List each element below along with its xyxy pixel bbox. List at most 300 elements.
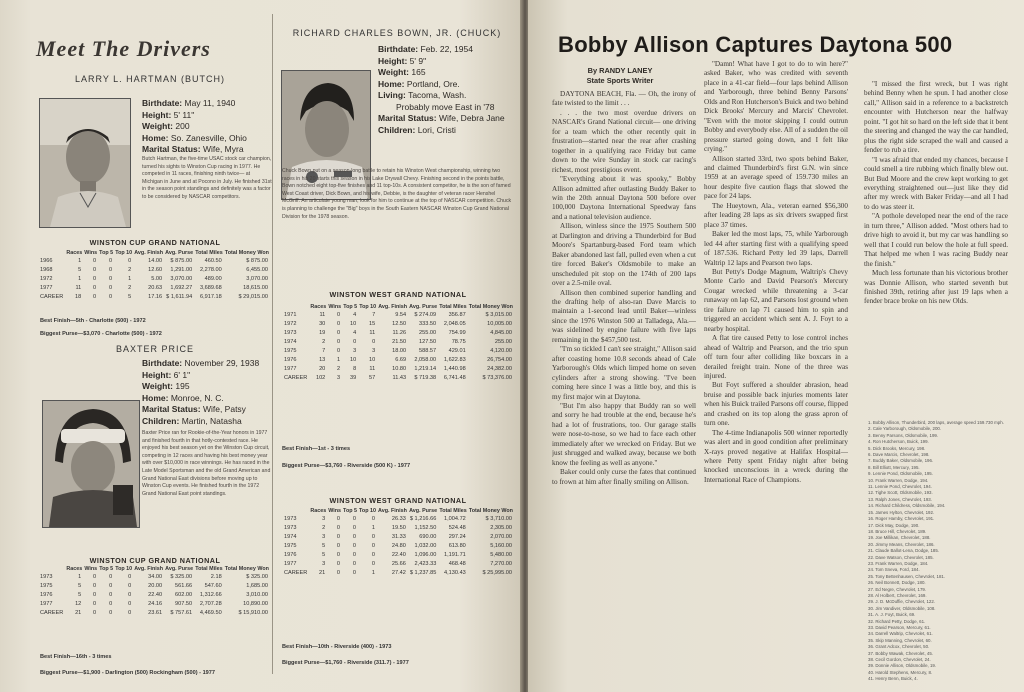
finish-order-item: 36. Grant Adcox, Chevrolet, 50. bbox=[868, 644, 930, 650]
hartman-facts bbox=[142, 98, 272, 156]
home-label: Home: bbox=[142, 392, 169, 403]
children-value: Lori, Cristi bbox=[417, 124, 456, 135]
table-header-row bbox=[282, 304, 514, 311]
table-cell: $ 1,237.85 bbox=[409, 569, 437, 576]
column-header: Top 5 bbox=[343, 508, 358, 514]
table-cell: 6,455.00 bbox=[246, 266, 268, 273]
moving-note: Probably move East in '78 bbox=[396, 101, 495, 112]
table-cell: 2 bbox=[128, 284, 132, 291]
table-cell: 0 bbox=[109, 266, 113, 273]
column-header: Total Money Won bbox=[468, 508, 513, 514]
table-cell: 4,130.43 bbox=[444, 569, 466, 576]
article-paragraph: DAYTONA BEACH, Fla. — Oh, the irony of fate twisted to the limit . . . bbox=[552, 90, 696, 108]
table-cell: 1,096.00 bbox=[414, 551, 437, 558]
table-cell: 0 bbox=[336, 515, 341, 522]
table-cell: 0 bbox=[371, 542, 376, 549]
article-paragraph: "I was afraid that ended my chances, because I could smell a tire rubbing which finally blew out. But Bud Moore and the crew kept working to get everything straightened out—just like they did after my wreck with Baker Friday—and all I had to do was steer it. bbox=[864, 155, 1008, 211]
finish-order-item: 2. Cale Yarborough, Oldsmobile, 200. bbox=[868, 426, 942, 432]
table-row bbox=[282, 551, 514, 560]
driver-name-price: BAXTER PRICE bbox=[115, 344, 194, 354]
table-cell: 1 bbox=[78, 573, 82, 580]
table-cell: 3 bbox=[337, 374, 341, 381]
table-cell: 0 bbox=[352, 515, 357, 522]
table-cell: 0 bbox=[93, 275, 97, 282]
table-cell: 1 bbox=[78, 257, 82, 264]
table-cell: 2.18 bbox=[210, 573, 222, 580]
table-cell: 1974 bbox=[284, 338, 297, 345]
table-cell: 0 bbox=[128, 573, 132, 580]
table-cell: 1976 bbox=[40, 591, 53, 598]
table-cell: 1975 bbox=[284, 347, 297, 354]
article-column-1 bbox=[552, 90, 696, 682]
home-value: So. Zanesville, Ohio bbox=[170, 132, 247, 143]
table-cell: 0 bbox=[93, 582, 97, 589]
table-cell: 10.80 bbox=[392, 365, 407, 372]
finish-order-item: 24. Tom Sneva, Ford, 184. bbox=[868, 567, 920, 573]
table-cell: 3,689.68 bbox=[199, 284, 222, 291]
marital-value: Wife, Debra Jane bbox=[438, 113, 505, 123]
table-cell: 460.50 bbox=[204, 257, 222, 264]
table-cell: CAREER bbox=[40, 609, 64, 616]
table-cell: 1,152.50 bbox=[414, 524, 437, 531]
table-row bbox=[38, 582, 270, 591]
table-cell: 19.50 bbox=[391, 524, 406, 531]
column-header: Races bbox=[66, 250, 83, 256]
table-cell: 0 bbox=[109, 591, 113, 598]
table-cell: 1,685.00 bbox=[246, 582, 268, 589]
table-row bbox=[282, 365, 514, 374]
price-best-finish: Best Finish—16th - 3 times bbox=[40, 654, 112, 660]
table-cell: 255.00 bbox=[494, 338, 512, 345]
column-header: Total Miles bbox=[439, 304, 467, 310]
bown-bio: Chuck Bown put on a season-long battle to retain his Winston West championship, winning two races in his 20 starts this season in his Lake Drywall Chevy. Finishing second in the points battle, Bown notched eight top-five finishes and 11 top-10s. A consistent competitor, he is the son of famed West Coast driver, Dick Bown, and his wife, Debbie, is the daughter of veteran racer Henshel McGriff. An articulate young man, look for him to continue at the top of NASCAR competition. Chuck is planning to challenge the "Big" boys in the South Eastern NASCAR Winston Cup Grand National Division for the 1978 season. bbox=[282, 168, 512, 220]
column-header: Top 10 bbox=[359, 304, 377, 310]
table-cell: 0 bbox=[109, 582, 113, 589]
article-paragraph: The Hueytown, Ala., veteran earned $56,300 after leading 28 laps as six drivers swapped first place 37 times. bbox=[704, 201, 848, 229]
table-cell: $ 29,015.00 bbox=[238, 293, 268, 300]
column-header: Avg. Finish bbox=[134, 566, 164, 572]
table-cell: 0 bbox=[336, 542, 341, 549]
table-cell: 11.43 bbox=[392, 374, 407, 381]
table-cell: 21 bbox=[75, 609, 82, 616]
table-cell: 57 bbox=[368, 374, 376, 381]
table-cell: 1 bbox=[78, 275, 82, 282]
table-cell: 7,270.00 bbox=[490, 560, 512, 567]
birthdate-label: Birthdate: bbox=[142, 358, 183, 368]
table-cell: 0 bbox=[337, 329, 341, 336]
stats-table bbox=[38, 566, 270, 618]
bown-table-title: WINSTON WEST GRAND NATIONAL bbox=[329, 290, 467, 299]
table-cell: 468.48 bbox=[448, 560, 466, 567]
table-cell: 4 bbox=[353, 329, 357, 336]
finish-order-item: 18. Bruce Hill, Chevrolet, 189. bbox=[868, 528, 927, 534]
table-cell: CAREER bbox=[40, 293, 64, 300]
table-row bbox=[282, 515, 514, 524]
table-cell: 333.50 bbox=[419, 320, 437, 327]
table-cell: 10 bbox=[368, 356, 376, 363]
table-cell: 1977 bbox=[40, 600, 53, 607]
column-header: Total Money Won bbox=[468, 304, 513, 310]
column-header: Avg. Finish bbox=[378, 508, 407, 514]
table-cell: 3 bbox=[322, 515, 326, 522]
table-cell: $ 3,015.00 bbox=[485, 311, 512, 318]
finish-order-item: 40. Harold Stephens, Mercury, 8. bbox=[868, 669, 933, 675]
finish-order-item: 13. Ralph Jones, Chevrolet, 193. bbox=[868, 496, 932, 502]
table-cell: 5,160.00 bbox=[490, 542, 512, 549]
article-paragraph: But Petty's Dodge Magnum, Waltrip's Chevy Monte Carlo and David Pearson's Mercury Cougar wrecked while threatening a 3-car runaway on lap 62, and Parsons lost ground when tire failure on lap 71 caused him to spin and triggered an accident which sent A. J. Foyt to a nearby hospital. bbox=[704, 267, 848, 333]
price-helmet-portrait-icon bbox=[43, 401, 139, 527]
table-row bbox=[282, 338, 514, 347]
table-cell: 524.48 bbox=[448, 524, 466, 531]
column-header: Races bbox=[310, 508, 327, 514]
table-cell: 0 bbox=[337, 320, 341, 327]
table-cell: 0 bbox=[128, 591, 132, 598]
table-cell: 1,032.00 bbox=[414, 542, 437, 549]
table-cell: 5 bbox=[322, 542, 326, 549]
birthdate-label: Birthdate: bbox=[378, 44, 419, 54]
finish-order-item: 37. Bobby Wawak, Chevrolet, 45. bbox=[868, 650, 933, 656]
finish-order-item: 16. Roger Hamby, Chevrolet, 191. bbox=[868, 516, 935, 522]
article-paragraph: The 4-time Indianapolis 500 winner reportedly was alert and in good condition after preliminary X-rays proved negative at Halifax Hospital—where Petty spent Friday night after being knocked unconscious in a wreck during the International Race of Champions. bbox=[704, 428, 848, 484]
table-cell: 0 bbox=[352, 533, 357, 540]
table-cell: 1,191.71 bbox=[444, 551, 466, 558]
table-cell: 1 bbox=[371, 569, 376, 576]
column-divider bbox=[272, 14, 273, 674]
article-paragraph: "I'm so tickled I can't see straight," Allison said after coasting home 10.8 seconds ahead of Cale Yarborough's Olds which limped home on seven cylinders after a strong showing. "I've been coming here since I was a little boy, and this is my first major win at Daytona. bbox=[552, 345, 696, 401]
birthdate-value: November 29, 1938 bbox=[184, 358, 260, 368]
table-cell: 602.00 bbox=[175, 591, 193, 598]
column-header: Avg. Finish bbox=[134, 250, 164, 256]
column-header: Wins bbox=[84, 566, 98, 572]
table-cell: 3 bbox=[322, 533, 326, 540]
hartman-table-title: WINSTON CUP GRAND NATIONAL bbox=[89, 238, 221, 247]
table-cell: 0 bbox=[337, 347, 341, 354]
table-cell: 613.80 bbox=[448, 542, 466, 549]
finish-order-item: 25. Tony Bettenhausen, Chevrolet, 181. bbox=[868, 573, 946, 579]
finish-order-item: 21. Claude Ballot-Lena, Dodge, 185. bbox=[868, 548, 940, 554]
table-cell: 2,305.00 bbox=[490, 524, 512, 531]
table-cell: 1 bbox=[371, 524, 376, 531]
price-bio: Baxter Price ran for Rookie-of-the-Year honors in 1977 and finished fourth in that hotly-contested race. He enjoyed his best season yet on the Winston Cup circuit, competing in 12 races and having his best money year with over $10,000 in race winnings. He has raced in the Late Model Sportsman and the old Grand American and Grand National East divisions before moving up to Winston Cup events. He finished fourth in the 1972 Grand National East point standings. bbox=[142, 430, 271, 497]
finish-order-item: 3. Benny Parsons, Oldsmobile, 199. bbox=[868, 432, 939, 438]
table-cell: 2,423.33 bbox=[414, 560, 437, 567]
column-header: Wins bbox=[328, 508, 342, 514]
table-cell: 0 bbox=[93, 284, 97, 291]
table-cell: 2,058.00 bbox=[414, 356, 437, 363]
table-cell: 1966 bbox=[40, 257, 53, 264]
table-cell: $ 25,995.00 bbox=[482, 569, 512, 576]
table-cell: 1973 bbox=[40, 573, 53, 580]
finish-order-item: 39. Donnie Allison, Oldsmobile, 19. bbox=[868, 663, 937, 669]
table-cell: 24.80 bbox=[391, 542, 406, 549]
table-cell: 1977 bbox=[284, 365, 297, 372]
table-cell: 11 bbox=[75, 284, 82, 291]
children-label: Children: bbox=[142, 415, 180, 426]
height-value: 5' 11" bbox=[173, 109, 195, 120]
table-cell: 2,707.28 bbox=[199, 600, 222, 607]
driver-name-bown: RICHARD CHARLES BOWN, JR. (CHUCK) bbox=[292, 28, 502, 38]
article-paragraph: "I missed the first wreck, but I was right behind Benny when he spun. I had another close call," Allison said in a reference to a backstretch encounter with Hutcherson near the halfway point. "I got hit so hard on the left side that it bent the steering and changed the way the car handled, plus the right side scraped the wall and caused a fender to rub a tire. bbox=[864, 80, 1008, 155]
column-header: Total Money Won bbox=[224, 250, 269, 256]
table-cell: 5.00 bbox=[151, 275, 163, 282]
column-header: Wins bbox=[84, 250, 98, 256]
table-cell: 25.66 bbox=[391, 560, 406, 567]
table-cell: 24.16 bbox=[148, 600, 163, 607]
column-header: Total Miles bbox=[195, 566, 223, 572]
table-cell: 356.87 bbox=[448, 311, 466, 318]
table-cell: 0 bbox=[352, 560, 357, 567]
bown-stats-table bbox=[282, 304, 514, 383]
table-cell: 0 bbox=[93, 293, 97, 300]
table-cell: 561.66 bbox=[175, 582, 193, 589]
table-cell: 2 bbox=[322, 338, 326, 345]
table-cell: 0 bbox=[109, 257, 113, 264]
table-cell: 0 bbox=[337, 311, 341, 318]
table-cell: 0 bbox=[93, 600, 97, 607]
table-cell: 0 bbox=[93, 266, 97, 273]
table-cell: 0 bbox=[109, 573, 113, 580]
table-cell: 15 bbox=[368, 320, 376, 327]
marital-label: Marital Status: bbox=[142, 404, 201, 414]
table-cell: 0 bbox=[336, 560, 341, 567]
table-cell: 5,480.00 bbox=[490, 551, 512, 558]
table-cell: $ 3,710.00 bbox=[485, 515, 512, 522]
bown-best-finish: Best Finish—1st - 3 times bbox=[282, 446, 351, 452]
table-row bbox=[282, 311, 514, 320]
stats-table bbox=[282, 508, 514, 578]
table-row bbox=[38, 573, 270, 582]
table-cell: 1,291.00 bbox=[170, 266, 193, 273]
table-cell: 1976 bbox=[284, 551, 297, 558]
finish-order-item: 10. Frank Warren, Dodge, 194. bbox=[868, 477, 929, 483]
finish-order-item: 12. Tighe Scott, Oldsmobile, 193. bbox=[868, 490, 933, 496]
table-row bbox=[282, 560, 514, 569]
table-cell: 1,004.72 bbox=[444, 515, 466, 522]
price-table-title: WINSTON CUP GRAND NATIONAL bbox=[89, 556, 221, 565]
table-cell: 0 bbox=[352, 524, 357, 531]
table-cell: 0 bbox=[371, 515, 376, 522]
table-cell: 0 bbox=[128, 582, 132, 589]
living-label: Living: bbox=[378, 90, 406, 100]
table-cell: 20.63 bbox=[148, 284, 163, 291]
byline-author: By RANDY LANEY bbox=[587, 66, 653, 75]
finish-order-item: 20. Jimmy Means, Chevrolet, 186. bbox=[868, 541, 935, 547]
table-cell: 1974 bbox=[284, 533, 297, 540]
hartman-biggest-purse: Biggest Purse—$3,070 - Charlotte (500) - 1972 bbox=[40, 331, 162, 337]
finish-order-item: 27. Ed Negre, Chevrolet, 179. bbox=[868, 586, 927, 592]
table-cell: 24,382.00 bbox=[487, 365, 512, 372]
finish-order-item: 38. Cecil Gordon, Chevrolet, 24. bbox=[868, 657, 931, 663]
price-photo bbox=[42, 400, 140, 528]
table-cell: 2 bbox=[337, 365, 341, 372]
article-paragraph: Baker could only curse the fates that continued to frown at him after finally smiling on Allison. bbox=[552, 468, 696, 486]
table-cell: 547.60 bbox=[204, 582, 222, 589]
table-cell: 18 bbox=[75, 293, 82, 300]
table-cell: 22.40 bbox=[148, 591, 163, 598]
table-cell: 0 bbox=[109, 284, 113, 291]
table-cell: 4,845.00 bbox=[490, 329, 512, 336]
table-cell: 1,622.83 bbox=[443, 356, 466, 363]
table-cell: CAREER bbox=[284, 569, 308, 576]
article-column-2 bbox=[704, 60, 848, 684]
finish-order-item: 9. Lennie Pond, Oldsmobile, 195. bbox=[868, 471, 933, 477]
table-cell: 1,312.66 bbox=[199, 591, 222, 598]
table-cell: 20.00 bbox=[148, 582, 163, 589]
table-cell: 1973 bbox=[284, 329, 297, 336]
price-west-table-title: WINSTON WEST GRAND NATIONAL bbox=[329, 496, 467, 505]
weight-label: Weight: bbox=[378, 67, 410, 77]
table-row bbox=[282, 329, 514, 338]
table-cell: 6,917.18 bbox=[199, 293, 222, 300]
article-paragraph: Allison started 33rd, two spots behind Baker, and claimed Thunderbird's first G.N. win since 1959 at an average speed of 159.730 miles an hour despite five caution flags that slowed the pace for 24 laps. bbox=[704, 154, 848, 201]
table-row bbox=[38, 284, 270, 293]
table-cell: 1972 bbox=[284, 320, 297, 327]
table-cell: 0 bbox=[336, 569, 341, 576]
hartman-bio: Butch Hartman, the five-time USAC stock car champion, turned his sights to Winston Cup racing in 1977. He competed in 11 races, finishing ninth twice— at Michigan in June and at Pocono in July. He finished 31st in the season point standings and definitely was a factor to be considered by NASCAR competitors. bbox=[142, 156, 272, 200]
table-cell: 0 bbox=[371, 551, 376, 558]
table-cell: 1972 bbox=[40, 275, 53, 282]
column-header: Wins bbox=[328, 304, 342, 310]
article-paragraph: Allison, winless since the 1975 Southern 500 at Darlington and driving a Thunderbird for Bud Moore's Spartanburg-based Ford team which Baker abandoned last fall, pulled even when a cut tire forced Baker's Oldsmobile to make an unscheduled pit stop on the 174th of 200 laps over a 2.5-mile oval. bbox=[552, 222, 696, 288]
table-cell: 4 bbox=[353, 311, 357, 318]
marital-label: Marital Status: bbox=[378, 113, 437, 123]
table-cell: $ 73,376.00 bbox=[482, 374, 512, 381]
table-cell: 0 bbox=[109, 609, 113, 616]
table-cell: 13 bbox=[319, 356, 326, 363]
stats-table bbox=[282, 304, 514, 383]
table-cell: 22.40 bbox=[391, 551, 406, 558]
table-cell: 754.99 bbox=[448, 329, 466, 336]
table-cell: 0 bbox=[352, 551, 357, 558]
table-cell: 14.00 bbox=[148, 257, 163, 264]
table-cell: 4,469.50 bbox=[199, 609, 222, 616]
table-cell: 1 bbox=[337, 356, 341, 363]
home-value: Portland, Ore. bbox=[406, 78, 460, 89]
table-cell: 2 bbox=[128, 266, 132, 273]
table-cell: $ 15,910.00 bbox=[238, 609, 268, 616]
article-paragraph: "But I'm also happy that Buddy ran so well and sorry he had trouble at the end, because he's had a lot of frustrations, too. Our garage stalls were nose-to-nose, so we had to face each other immediately after we wrecked on Friday. But we just shrugged and walked away, because we both know the feeling as well as anyone." bbox=[552, 401, 696, 467]
height-label: Height: bbox=[142, 109, 172, 120]
finish-order-item: 32. Richard Petty, Dodge, 61. bbox=[868, 618, 926, 624]
table-cell: 27.42 bbox=[391, 569, 406, 576]
table-cell: 31.33 bbox=[391, 533, 406, 540]
table-row bbox=[282, 569, 514, 578]
finish-order-item: 23. Frank Warren, Dodge, 184. bbox=[868, 560, 929, 566]
table-cell: 1,692.27 bbox=[170, 284, 193, 291]
table-cell: 0 bbox=[109, 293, 113, 300]
finish-order-item: 26. Neil Bonnett, Dodge, 180. bbox=[868, 580, 926, 586]
table-cell: 19 bbox=[319, 329, 326, 336]
table-row bbox=[38, 293, 270, 302]
article-paragraph: A flat tire caused Petty to lose control inches ahead of Waltrip and Pearson, and the trio spun off turn four after colliding like boxcars in a derailed freight train. None of the three was injured. bbox=[704, 334, 848, 380]
table-cell: 10 bbox=[349, 356, 357, 363]
table-cell: 3,070.00 bbox=[246, 275, 268, 282]
table-cell: 1973 bbox=[284, 515, 297, 522]
table-cell: 907.50 bbox=[175, 600, 193, 607]
column-header: Avg. Finish bbox=[378, 304, 408, 310]
column-header: Races bbox=[310, 304, 327, 310]
table-row bbox=[38, 266, 270, 275]
table-cell: 3 bbox=[372, 347, 376, 354]
table-cell: 10,890.00 bbox=[243, 600, 268, 607]
price-west-biggest-purse: Biggest Purse—$1,760 - Riverside (311.7) - 1977 bbox=[282, 660, 409, 666]
price-facts bbox=[142, 358, 272, 427]
finish-order-item: 28. Al Holbert, Chevrolet, 169. bbox=[868, 592, 927, 598]
table-cell: 0 bbox=[372, 338, 376, 345]
table-cell: 1 bbox=[128, 275, 132, 282]
height-label: Height: bbox=[142, 369, 172, 380]
table-row bbox=[282, 374, 514, 383]
table-cell: 1968 bbox=[40, 266, 53, 273]
finish-order-item: 5. Dick Brooks, Mercury, 198. bbox=[868, 445, 926, 451]
table-cell: 1971 bbox=[284, 311, 297, 318]
table-cell: 5 bbox=[78, 582, 82, 589]
article-paragraph: Much less fortunate than his victorious brother was Donnie Allison, who started seventh but finished 39th, retiring after just 19 laps when a fender brace broke on his new Olds. bbox=[864, 269, 1008, 306]
table-cell: 0 bbox=[371, 560, 376, 567]
table-cell: 1,219.14 bbox=[414, 365, 437, 372]
column-header: Top 5 bbox=[343, 304, 358, 310]
marital-value: Wife, Myra bbox=[202, 144, 244, 154]
finish-order-item: 1. Bobby Allison, Thunderbird, 200 laps, average speed 159.730 mph. bbox=[868, 420, 1004, 425]
bown-facts bbox=[378, 44, 518, 136]
table-cell: 0 bbox=[93, 573, 97, 580]
table-cell: 0 bbox=[128, 600, 132, 607]
finish-order-item: 30. Jim Vandiver, Oldsmobile, 108. bbox=[868, 605, 936, 611]
table-cell: 6.69 bbox=[395, 356, 407, 363]
height-value: 5' 9" bbox=[409, 55, 427, 66]
price-biggest-purse: Biggest Purse—$1,900 - Darlington (500) Rockingham (500) - 1977 bbox=[40, 670, 216, 676]
finish-order-list bbox=[868, 420, 1008, 688]
price-west-stats-table bbox=[282, 508, 514, 578]
column-header: Avg. Purse bbox=[165, 566, 194, 572]
article-column-3 bbox=[864, 80, 1008, 410]
table-cell: 10,005.00 bbox=[487, 320, 512, 327]
table-cell: $ 719.38 bbox=[414, 374, 437, 381]
table-cell: 2 bbox=[322, 524, 326, 531]
table-cell: 3,070.00 bbox=[170, 275, 193, 282]
finish-order-item: 41. Henry Benn, Buick, 4. bbox=[868, 676, 918, 682]
finish-order-item: 15. James Hylton, Chevrolet, 192. bbox=[868, 509, 935, 515]
table-cell: $ 325.00 bbox=[246, 573, 268, 580]
article-paragraph: . . . the two most overdue drivers on NASCAR's Grand National circuit— one driving for a team which the other recently quit in frustration—started near the rear after crashing together in a qualifying race Friday but came down to the wire Sunday in stock car racing's richest, most prestigious event. bbox=[552, 108, 696, 174]
table-cell: 5 bbox=[78, 591, 82, 598]
right-page bbox=[528, 0, 1024, 692]
article-paragraph: But Foyt suffered a shoulder abrasion, head bruise and possible back injuries moments later when his Buick trailed Parsons off course, flipped and crashed on its top along the grass apron of turn one. bbox=[704, 381, 848, 428]
table-row bbox=[38, 609, 270, 618]
table-cell: $ 1,216.66 bbox=[409, 515, 437, 522]
table-cell: 8 bbox=[353, 365, 357, 372]
table-row bbox=[282, 533, 514, 542]
table-cell: 11 bbox=[369, 329, 376, 336]
table-cell: 255.00 bbox=[419, 329, 437, 336]
table-cell: 17.16 bbox=[148, 293, 163, 300]
table-cell: 3,010.00 bbox=[246, 591, 268, 598]
table-cell: CAREER bbox=[284, 374, 308, 381]
table-cell: 21 bbox=[318, 569, 326, 576]
table-cell: 9.54 bbox=[395, 311, 407, 318]
finish-order-item: 7. Buddy Baker, Oldsmobile, 196. bbox=[868, 458, 934, 464]
table-cell: 1976 bbox=[284, 356, 297, 363]
table-cell: 6,741.48 bbox=[443, 374, 466, 381]
weight-value: 195 bbox=[175, 381, 190, 391]
table-cell: 588.57 bbox=[419, 347, 437, 354]
table-cell: 20 bbox=[319, 365, 326, 372]
table-cell: 2,278.00 bbox=[199, 266, 222, 273]
price-stats-table bbox=[38, 566, 270, 618]
article-paragraph: Allison then combined superior handling and the drafting help of also-ran Dave Marcis to maintain a 1-second lead until Baker—winless since the 1976 Winston 500 at Talladega, Ala.—was sidelined by engine failure with five laps remaining in the $457,500 test. bbox=[552, 288, 696, 344]
table-cell: 0 bbox=[93, 591, 97, 598]
table-cell: 11 bbox=[319, 311, 326, 318]
